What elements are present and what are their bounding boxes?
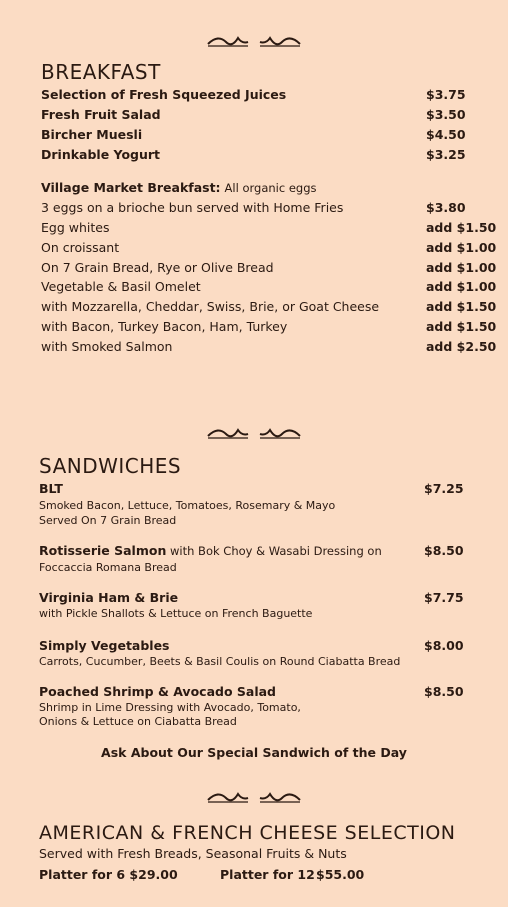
sandwich-header (39, 543, 382, 558)
sandwich-description: Shrimp in Lime Dressing with Avocado, Tomato, (39, 701, 301, 714)
sandwich-price: $8.00 (424, 638, 464, 653)
sandwich-description: Served On 7 Grain Bread (39, 514, 177, 527)
flourish-ornament-icon (0, 786, 508, 808)
platter-twelve-label: Platter for 12 (220, 867, 315, 882)
menu-item-price: $3.75 (426, 87, 466, 102)
option-price: $3.80 (426, 200, 466, 215)
sandwich-description: Carrots, Cucumber, Beets & Basil Coulis on Round Ciabatta Bread (39, 655, 401, 668)
special-sandwich-note: Ask About Our Special Sandwich of the Day (101, 745, 407, 760)
platter-twelve-price: $55.00 (316, 867, 365, 882)
option-text: On croissant (41, 240, 120, 255)
sandwich-name: BLT (39, 481, 63, 496)
village-heading-note: All organic eggs (224, 181, 317, 195)
menu-item-price: $3.50 (426, 107, 466, 122)
village-heading-label: Village Market Breakfast: (41, 180, 221, 195)
sandwich-description: Onions & Lettuce on Ciabatta Bread (39, 715, 237, 728)
sandwich-inline-description: with Bok Choy & Wasabi Dressing on (166, 544, 382, 558)
cheese-subtitle: Served with Fresh Breads, Seasonal Fruits & Nuts (39, 846, 347, 861)
sandwich-description: Foccaccia Romana Bread (39, 561, 177, 574)
breakfast-title: BREAKFAST (41, 60, 161, 84)
option-text: with Bacon, Turkey Bacon, Ham, Turkey (41, 319, 288, 334)
option-text: with Smoked Salmon (41, 339, 173, 354)
menu-item-name: Bircher Muesli (41, 127, 143, 142)
option-price: add $1.50 (426, 319, 497, 334)
sandwiches-title: SANDWICHES (39, 454, 182, 478)
sandwich-price: $7.25 (424, 481, 464, 496)
option-text: Egg whites (41, 220, 110, 235)
flourish-ornament-icon (0, 422, 508, 444)
sandwich-description: Smoked Bacon, Lettuce, Tomatoes, Rosemary & Mayo (39, 499, 336, 512)
menu-item-name: Selection of Fresh Squeezed Juices (41, 87, 287, 102)
option-price: add $1.00 (426, 260, 497, 275)
option-price: add $2.50 (426, 339, 497, 354)
option-text: On 7 Grain Bread, Rye or Olive Bread (41, 260, 274, 275)
menu-item-name: Fresh Fruit Salad (41, 107, 161, 122)
option-price: add $1.00 (426, 240, 497, 255)
option-text: with Mozzarella, Cheddar, Swiss, Brie, or Goat Cheese (41, 299, 380, 314)
menu-item-price: $4.50 (426, 127, 466, 142)
menu-item-name: Drinkable Yogurt (41, 147, 161, 162)
sandwich-price: $7.75 (424, 590, 464, 605)
option-price: add $1.50 (426, 220, 497, 235)
sandwich-name: Simply Vegetables (39, 638, 170, 653)
sandwich-price: $8.50 (424, 684, 464, 699)
sandwich-description: with Pickle Shallots & Lettuce on French Baguette (39, 607, 313, 620)
sandwich-name: Poached Shrimp & Avocado Salad (39, 684, 276, 699)
flourish-ornament-icon (0, 30, 508, 52)
sandwich-price: $8.50 (424, 543, 464, 558)
platter-six-price: Platter for 6 $29.00 (39, 867, 178, 882)
option-text: Vegetable & Basil Omelet (41, 279, 201, 294)
option-price: add $1.50 (426, 299, 497, 314)
cheese-title: AMERICAN & FRENCH CHEESE SELECTION (39, 822, 456, 844)
option-price: add $1.00 (426, 279, 497, 294)
sandwich-name: Rotisserie Salmon (39, 543, 167, 558)
village-breakfast-heading (41, 180, 317, 195)
option-text: 3 eggs on a brioche bun served with Home Fries (41, 200, 344, 215)
menu-item-price: $3.25 (426, 147, 466, 162)
sandwich-name: Virginia Ham & Brie (39, 590, 179, 605)
